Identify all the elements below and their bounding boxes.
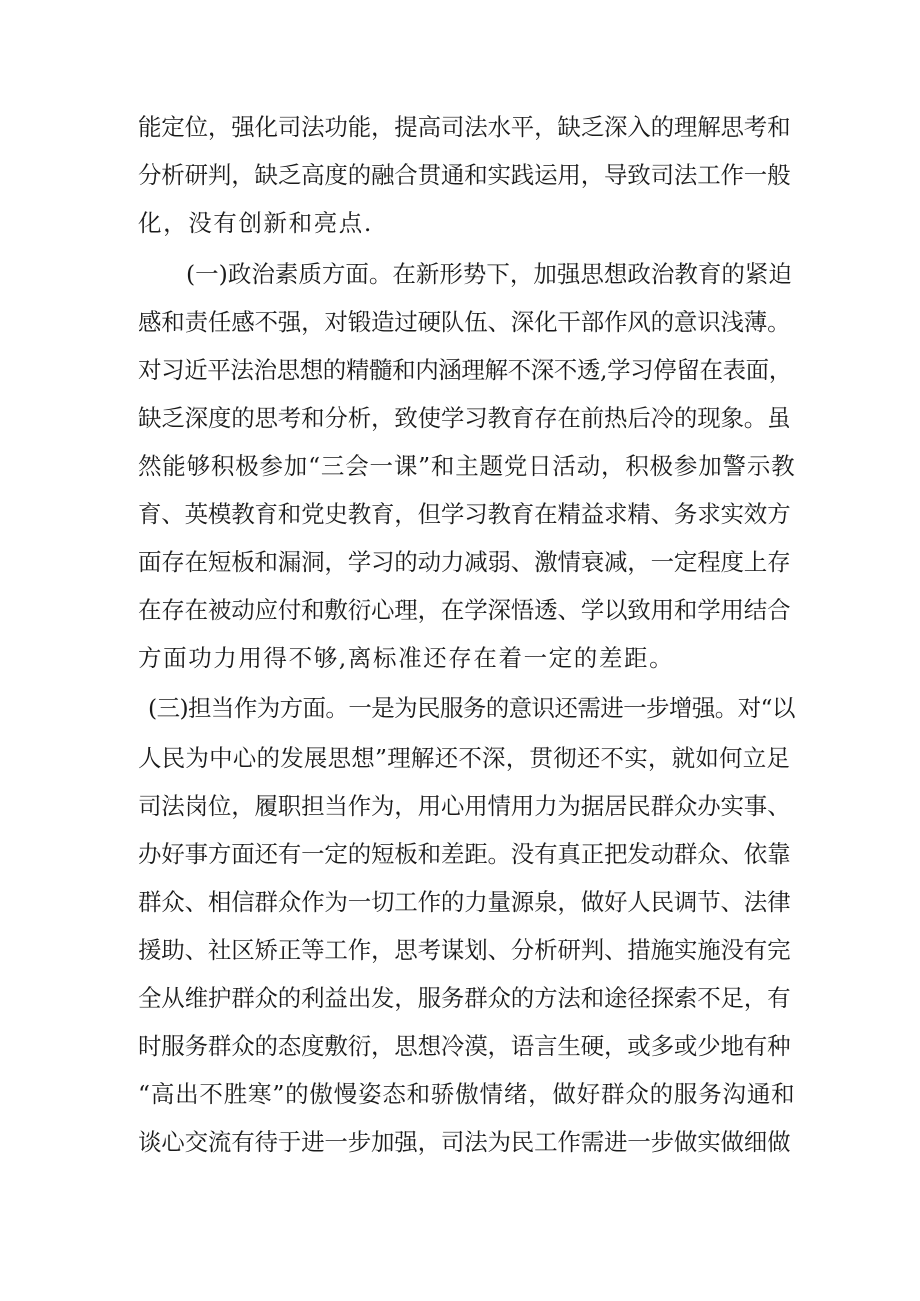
- text-line: 面存在短板和漏洞，学习的动力减弱、激情衰减，一定程度上存: [138, 548, 791, 576]
- text-line: 人民为中心的发展思想”理解还不深，贯彻还不实，就如何立足: [138, 744, 791, 772]
- text-line: (三)担当作为方面。一是为民服务的意识还需进一步增强。对“以: [148, 694, 795, 722]
- text-line: “高出不胜寒”的傲慢姿态和骄傲情绪，做好群众的服务沟通和: [138, 1080, 796, 1108]
- text-line: 司法岗位，履职担当作为，用心用情用力为据居民群众办实事、: [138, 792, 791, 820]
- text-line: 育、英模教育和党史教育，但学习教育在精益求精、务求实效方: [138, 500, 791, 528]
- text-line: 谈心交流有待于进一步加强，司法为民工作需进一步做实做细做: [138, 1128, 791, 1156]
- text-line: 时服务群众的态度敷衍，思想冷漠，语言生硬，或多或少地有种: [138, 1032, 791, 1060]
- text-line: (一)政治素质方面。在新形势下，加强思想政治教育的紧迫: [186, 260, 792, 288]
- text-line: 然能够积极参加“三会一课”和主题党日活动，积极参加警示教: [138, 452, 796, 480]
- text-line: 在存在被动应付和敷衍心理，在学深悟透、学以致用和学用结合: [138, 596, 791, 624]
- text-line: 全从维护群众的利益出发，服务群众的方法和途径探索不足，有: [138, 984, 791, 1012]
- text-line: 缺乏深度的思考和分析，致使学习教育存在前热后冷的现象。虽: [138, 404, 791, 432]
- text-line: 感和责任感不强，对锻造过硬队伍、深化干部作风的意识浅薄。: [138, 308, 791, 336]
- text-line: 援助、社区矫正等工作，思考谋划、分析研判、措施实施没有完: [138, 936, 791, 964]
- text-line: 群众、相信群众作为一切工作的力量源泉，做好人民调节、法律: [138, 888, 791, 916]
- text-line: 能定位，强化司法功能，提高司法水平，缺乏深入的理解思考和: [138, 113, 791, 141]
- text-line: 办好事方面还有一定的短板和差距。没有真正把发动群众、依靠: [138, 840, 791, 868]
- text-line: 分析研判，缺乏高度的融合贯通和实践运用，导致司法工作一般: [138, 161, 791, 189]
- text-line: 方面功力用得不够,离标准还存在着一定的差距。: [138, 644, 675, 672]
- text-line: 化，没有创新和亮点.: [138, 209, 373, 237]
- text-line: 对习近平法治思想的精髓和内涵理解不深不透,学习停留在表面，: [138, 356, 792, 384]
